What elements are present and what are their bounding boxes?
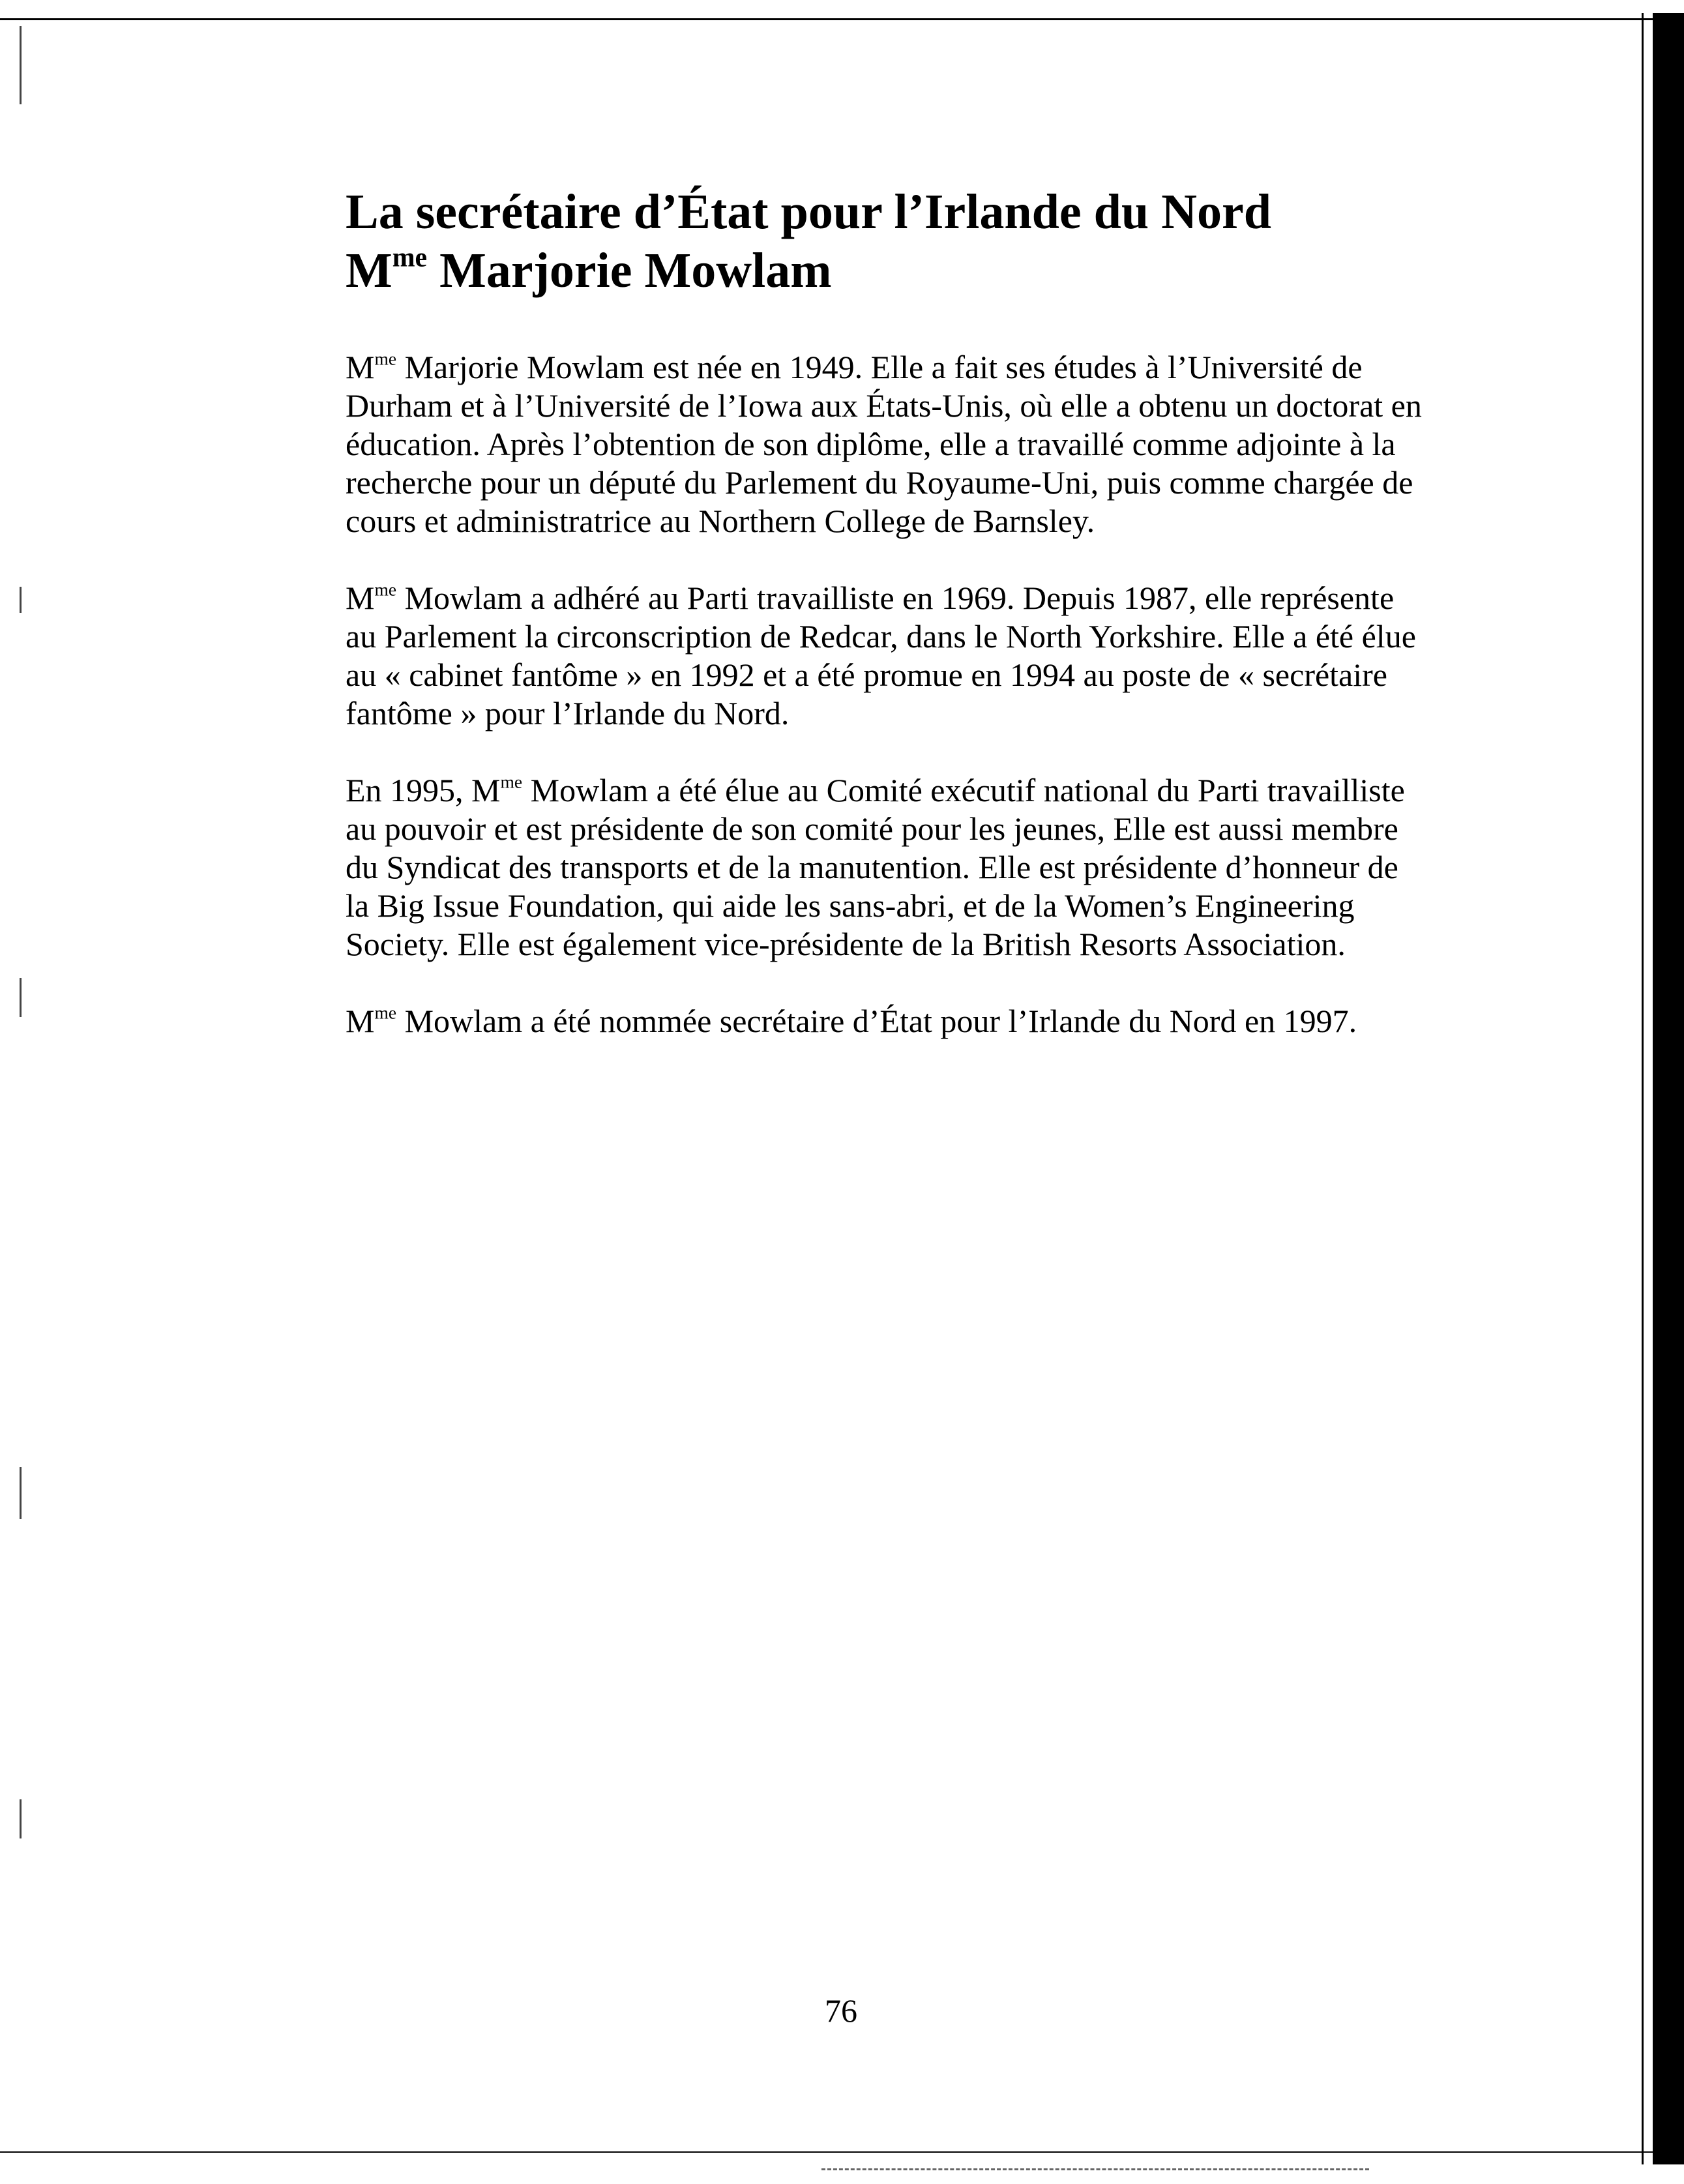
line-text: Mowlam a adhéré au Parti travailliste en 1969. Depuis 1987, elle représente [396,580,1395,616]
superscript-abbreviation: me [374,1002,397,1023]
scan-mark [20,26,22,104]
title-line-1: La secrétaire d’État pour l’Irlande du Nord [346,184,1272,239]
text-line: la Big Issue Foundation, qui aide les sans-abri, et de la Women’s Engineering [346,887,1355,924]
scan-bottom-edge [0,2151,1684,2153]
scan-right-edge [1653,13,1684,2164]
scan-mark [20,587,22,613]
text-line: au pouvoir et est présidente de son comité pour les jeunes, Elle est aussi membre [346,810,1398,847]
scan-mark [20,978,22,1017]
scan-mark [20,1799,22,1838]
text-line [346,771,1467,810]
scan-top-edge [0,18,1684,20]
superscript-abbreviation: me [374,579,397,600]
line-text: Mowlam a été nommée secrétaire d’État pour l’Irlande du Nord en 1997. [396,1003,1357,1039]
line-prefix: M [346,580,375,616]
title-line-2 [346,241,1467,300]
title-prefix: M [346,243,392,298]
text-line: au Parlement la circonscription de Redcar, dans le North Yorkshire. Elle a été élue [346,618,1416,655]
page-title [346,183,1467,300]
paragraph [346,348,1467,540]
text-line: recherche pour un député du Parlement du Royaume-Uni, puis comme chargée de [346,464,1413,501]
text-line: cours et administratrice au Northern College de Barnsley. [346,503,1095,539]
text-line: au « cabinet fantôme » en 1992 et a été promue en 1994 au poste de « secrétaire [346,657,1387,693]
text-line: Society. Elle est également vice-présidente de la British Resorts Association. [346,926,1346,962]
body-text [346,348,1467,1040]
text-line: du Syndicat des transports et de la manutention. Elle est présidente d’honneur de [346,849,1398,885]
scan-left-edge [0,0,39,2184]
line-prefix: M [346,1003,375,1039]
text-line: éducation. Après l’obtention de son diplôme, elle a travaillé comme adjointe à la [346,426,1396,462]
scan-bottom-mark [821,2168,1369,2170]
scan-mark [20,1467,22,1519]
text-line: fantôme » pour l’Irlande du Nord. [346,695,790,731]
superscript-abbreviation: me [500,771,523,792]
page-content [346,183,1467,1079]
line-text: Marjorie Mowlam est née en 1949. Elle a fait ses études à l’Université de [396,349,1363,385]
line-prefix: M [346,349,375,385]
line-prefix: En 1995, M [346,772,501,808]
title-name: Marjorie Mowlam [427,243,832,298]
text-line [346,579,1467,617]
scan-right-edge-line [1642,13,1644,2164]
line-text: Mowlam a été élue au Comité exécutif national du Parti travailliste [522,772,1405,808]
title-superscript: me [392,243,428,273]
paragraph [346,1002,1467,1040]
text-line [346,348,1467,387]
paragraph [346,771,1467,964]
superscript-abbreviation: me [374,348,397,369]
paragraph [346,579,1467,733]
text-line [346,1002,1467,1040]
page-number: 76 [825,1992,857,2029]
text-line: Durham et à l’Université de l’Iowa aux États-Unis, où elle a obtenu un doctorat en [346,387,1422,424]
